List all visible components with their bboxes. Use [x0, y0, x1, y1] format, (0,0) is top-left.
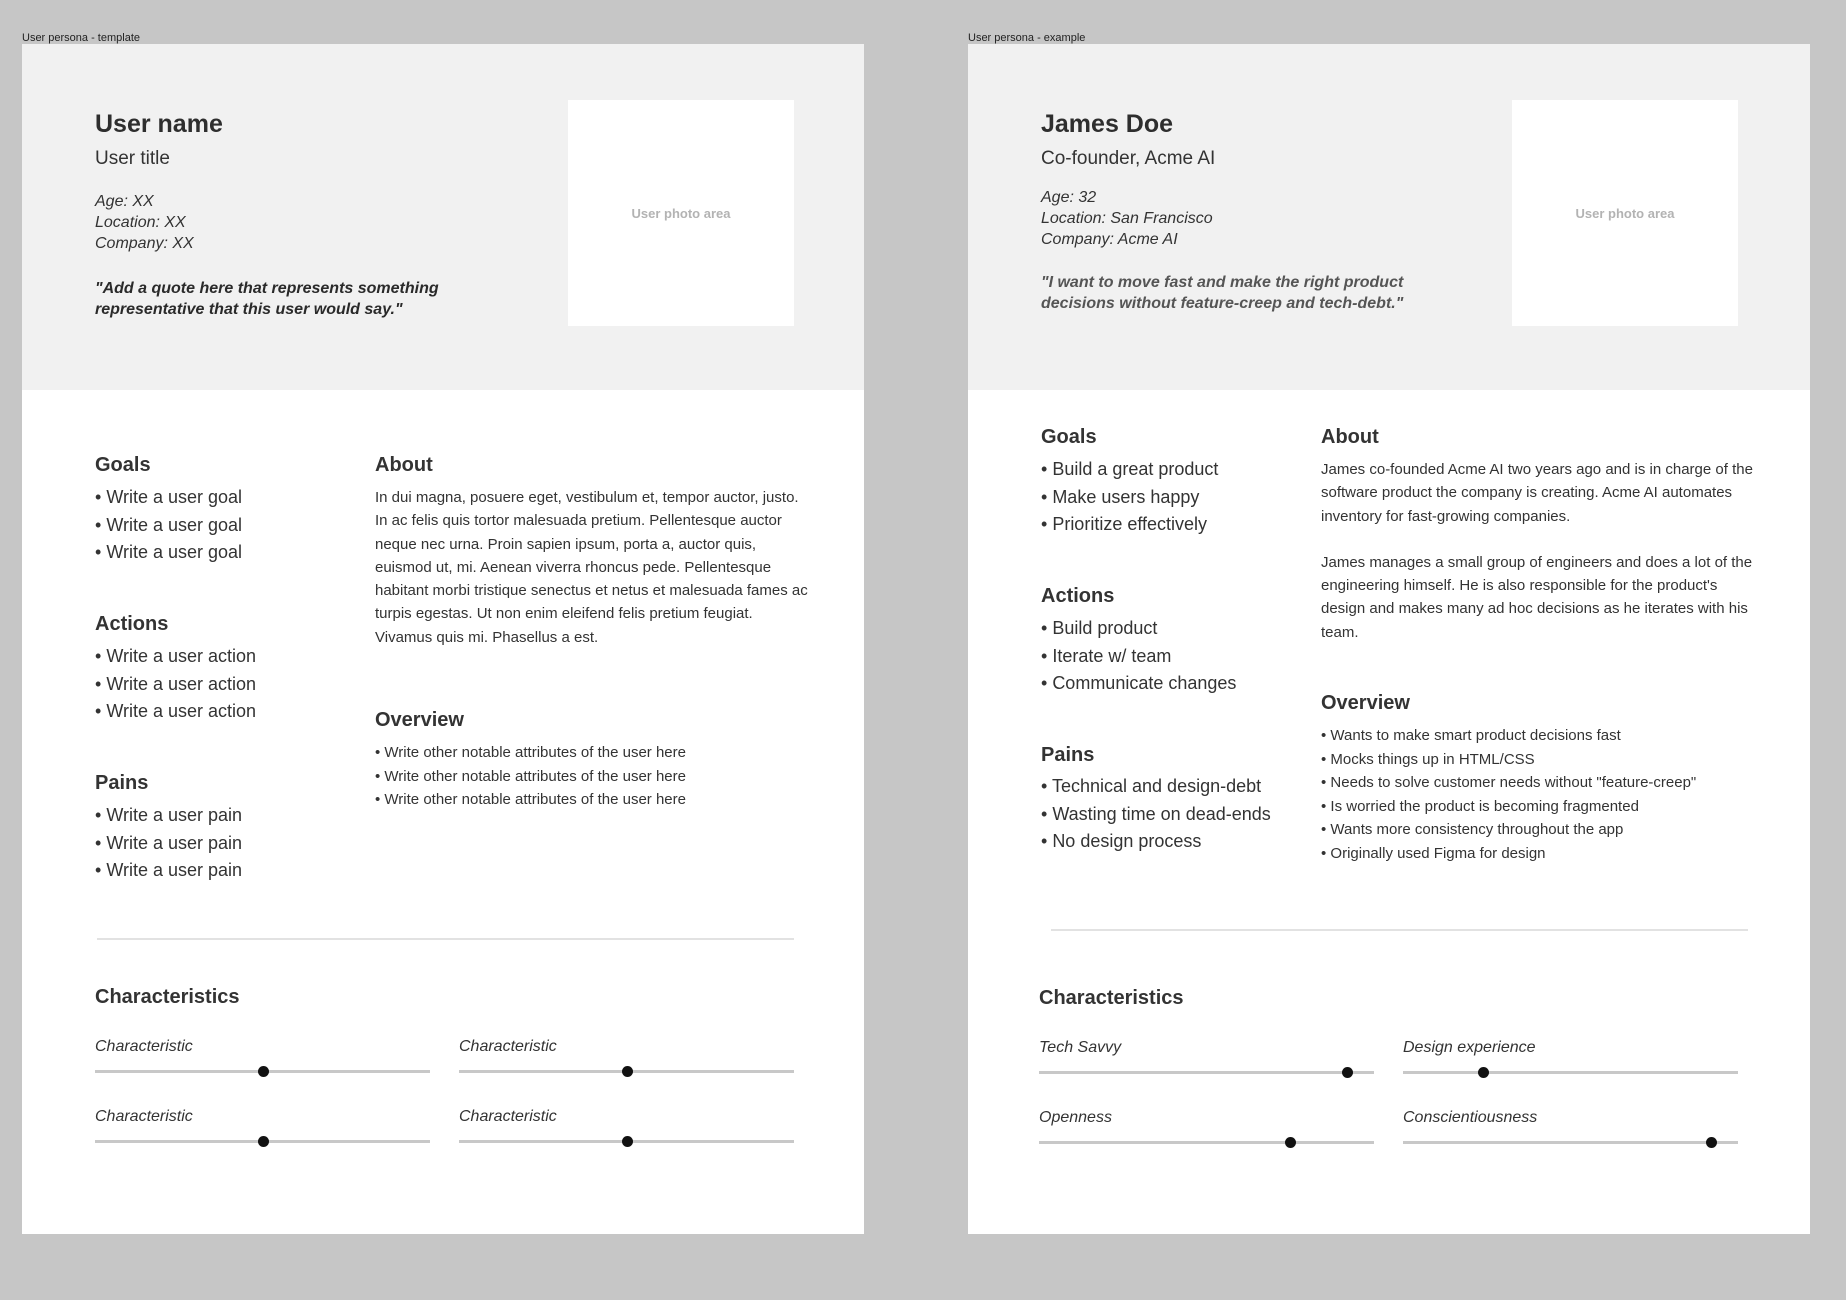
- list-item: • Originally used Figma for design: [1321, 842, 1696, 866]
- characteristic-slider[interactable]: [1039, 1071, 1374, 1074]
- goals-heading: Goals: [95, 454, 151, 476]
- list-item: • Wants to make smart product decisions fast: [1321, 724, 1696, 748]
- overview-list: [1321, 724, 1696, 865]
- list-item: • Wasting time on dead-ends: [1041, 801, 1271, 829]
- list-item: • Write a user goal: [95, 512, 242, 540]
- photo-label: User photo area: [631, 205, 731, 221]
- list-item: • Write a user action: [95, 643, 256, 671]
- persona-title: User title: [95, 148, 170, 169]
- about-text: [375, 486, 810, 649]
- characteristic-label: Tech Savvy: [1039, 1039, 1122, 1056]
- list-item: • Write a user goal: [95, 539, 242, 567]
- list-item: • Write a user pain: [95, 830, 242, 858]
- persona-name: James Doe: [1041, 110, 1174, 138]
- persona-card-example: [968, 44, 1810, 1234]
- list-item: • Write other notable attributes of the user here: [375, 741, 686, 765]
- slider-knob[interactable]: [1285, 1137, 1296, 1148]
- list-item: • Write other notable attributes of the user here: [375, 788, 686, 812]
- about-heading: About: [375, 454, 433, 476]
- list-item: • Write a user action: [95, 671, 256, 699]
- list-item: • Make users happy: [1041, 484, 1218, 512]
- fact-age: Age: 32: [1041, 189, 1097, 206]
- about-paragraph: In dui magna, posuere eget, vestibulum et, tempor auctor, justo. In ac felis quis tortor malesuada pretium. Pellentesque auctor neque nec urna. Proin sapien ipsum, porta a, auctor quis, euismod ut, mi. Aenean viverra rhoncus pede. Pellentesque habitant morbi tristique senectus et netus et malesuada fames ac turpis egestas. Ut non enim eleifend felis pretium feugiat. Vivamus quis mi. Phasellus a est.: [375, 489, 808, 646]
- overview-heading: Overview: [1321, 692, 1410, 714]
- characteristic-label: Conscientiousness: [1403, 1109, 1538, 1126]
- list-item: • Build a great product: [1041, 456, 1218, 484]
- pains-list: [95, 802, 242, 885]
- goals-list: [95, 484, 242, 567]
- characteristic-label: Characteristic: [459, 1038, 557, 1055]
- user-photo-placeholder: [1512, 100, 1738, 326]
- list-item: • No design process: [1041, 828, 1271, 856]
- overview-heading: Overview: [375, 709, 464, 731]
- goals-heading: Goals: [1041, 426, 1097, 448]
- list-item: • Write a user action: [95, 698, 256, 726]
- persona-facts: [1041, 187, 1213, 250]
- pains-list: [1041, 773, 1271, 856]
- characteristic-label: Design experience: [1403, 1039, 1536, 1056]
- divider: [1051, 929, 1748, 931]
- slider-knob[interactable]: [622, 1136, 633, 1147]
- list-item: • Write a user pain: [95, 802, 242, 830]
- about-paragraph: James manages a small group of engineers and does a lot of the engineering himself. He is also responsible for the product's design and makes many ad hoc decisions as he iterates with his team.: [1321, 553, 1753, 641]
- characteristic-slider[interactable]: [95, 1140, 430, 1143]
- photo-label: User photo area: [1575, 205, 1675, 221]
- characteristic-label: Characteristic: [459, 1108, 557, 1125]
- actions-list: [1041, 615, 1236, 698]
- slider-knob[interactable]: [622, 1066, 633, 1077]
- persona-title: Co-founder, Acme AI: [1041, 148, 1216, 169]
- characteristics-heading: Characteristics: [95, 986, 240, 1008]
- list-item: • Write a user goal: [95, 484, 242, 512]
- frame-label-template: User persona - template: [22, 32, 140, 44]
- list-item: • Write a user pain: [95, 857, 242, 885]
- persona-quote: "Add a quote here that represents something representative that this user would say.": [95, 280, 439, 318]
- persona-quote: "I want to move fast and make the right product decisions without feature-creep and tech-debt.": [1041, 274, 1404, 312]
- list-item: • Communicate changes: [1041, 670, 1236, 698]
- persona-name: User name: [95, 110, 223, 138]
- list-item: • Is worried the product is becoming fragmented: [1321, 795, 1696, 819]
- list-item: • Write other notable attributes of the user here: [375, 765, 686, 789]
- fact-location: Location: XX: [95, 214, 186, 231]
- overview-list: [375, 741, 686, 812]
- list-item: • Wants more consistency throughout the app: [1321, 818, 1696, 842]
- actions-list: [95, 643, 256, 726]
- actions-heading: Actions: [1041, 585, 1115, 607]
- pains-heading: Pains: [95, 772, 149, 794]
- persona-card-template: [22, 44, 864, 1234]
- slider-knob[interactable]: [258, 1136, 269, 1147]
- list-item: • Iterate w/ team: [1041, 643, 1236, 671]
- characteristic-label: Characteristic: [95, 1108, 193, 1125]
- characteristic-label: Openness: [1039, 1109, 1112, 1126]
- slider-knob[interactable]: [1478, 1067, 1489, 1078]
- list-item: • Prioritize effectively: [1041, 511, 1218, 539]
- characteristic-slider[interactable]: [1403, 1071, 1738, 1074]
- list-item: • Technical and design-debt: [1041, 773, 1271, 801]
- about-text: [1321, 458, 1756, 644]
- fact-location: Location: San Francisco: [1041, 210, 1213, 227]
- persona-facts: [95, 191, 194, 254]
- characteristics-heading: Characteristics: [1039, 987, 1184, 1009]
- fact-company: Company: XX: [95, 235, 194, 252]
- pains-heading: Pains: [1041, 744, 1095, 766]
- characteristic-slider[interactable]: [95, 1070, 430, 1073]
- actions-heading: Actions: [95, 613, 169, 635]
- fact-age: Age: XX: [95, 193, 154, 210]
- frame-label-example: User persona - example: [968, 32, 1086, 44]
- characteristic-slider[interactable]: [459, 1140, 794, 1143]
- about-heading: About: [1321, 426, 1379, 448]
- slider-knob[interactable]: [1706, 1137, 1717, 1148]
- characteristic-label: Characteristic: [95, 1038, 193, 1055]
- characteristic-slider[interactable]: [1403, 1141, 1738, 1144]
- slider-knob[interactable]: [1342, 1067, 1353, 1078]
- divider: [97, 938, 794, 940]
- list-item: • Mocks things up in HTML/CSS: [1321, 748, 1696, 772]
- characteristic-slider[interactable]: [1039, 1141, 1374, 1144]
- goals-list: [1041, 456, 1218, 539]
- slider-knob[interactable]: [258, 1066, 269, 1077]
- characteristic-slider[interactable]: [459, 1070, 794, 1073]
- list-item: • Build product: [1041, 615, 1236, 643]
- user-photo-placeholder: [568, 100, 794, 326]
- about-paragraph: James co-founded Acme AI two years ago and is in charge of the software product the company is creating. Acme AI automates inventory for fast-growing companies.: [1321, 461, 1753, 525]
- fact-company: Company: Acme AI: [1041, 231, 1178, 248]
- list-item: • Needs to solve customer needs without "feature-creep": [1321, 771, 1696, 795]
